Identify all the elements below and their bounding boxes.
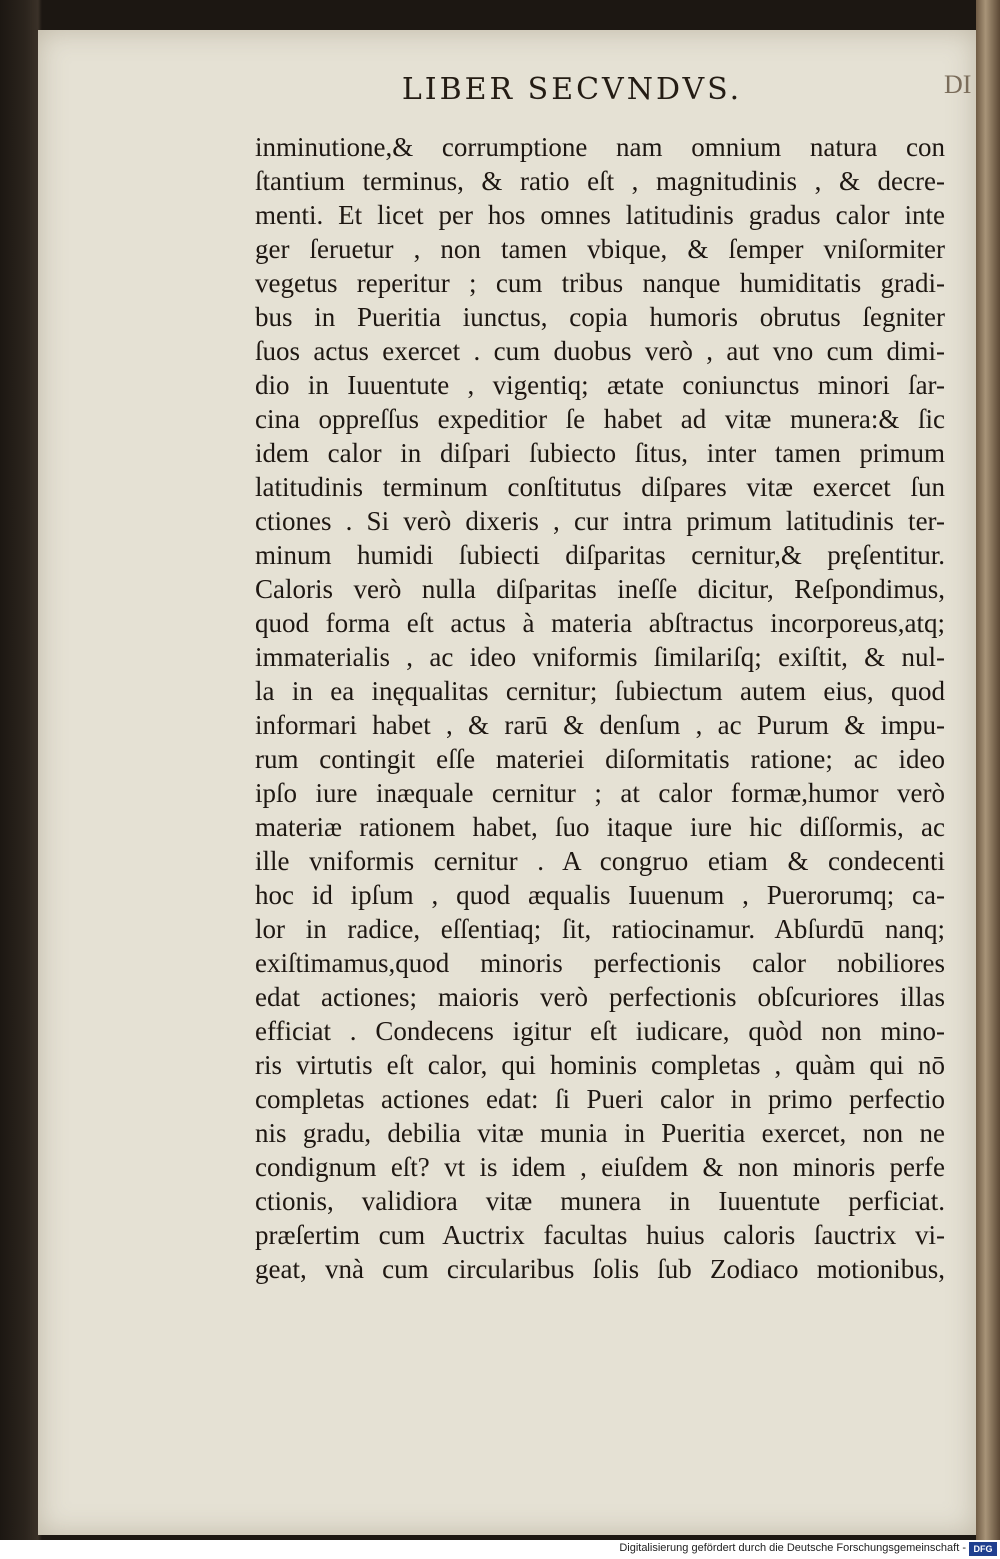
text-line: ille vniformis cernitur . A congruo etiam & condecenti [255,846,945,876]
text-line: edat actiones; maioris verò perfectionis obſcuriores illas [255,982,945,1012]
text-line: idem calor in diſpari ſubiecto ſitus, inter tamen primum [255,438,945,468]
text-line: ctiones . Si verò dixeris , cur intra primum latitudinis ter- [255,506,945,536]
text-line: nis gradu, debilia vitæ munia in Pueritia exercet, non ne [255,1118,945,1148]
text-line: ris virtutis eſt calor, qui hominis completas , quàm qui nō [255,1050,945,1080]
text-line: latitudinis terminum conſtitutus diſpares vitæ exercet ſun [255,472,945,502]
facing-page-edge [976,0,1000,1540]
text-line: exiſtimamus,quod minoris perfectionis calor nobiliores [255,948,945,978]
body-text [255,130,945,1286]
text-line: inminutione,& corrumptione nam omnium natura con [255,132,945,162]
text-line: ſuos actus exercet . cum duobus verò , aut vno cum dimi- [255,336,945,366]
text-line: geat, vnà cum circularibus ſolis ſub Zodiaco motionibus, [255,1254,945,1284]
text-line: condignum eſt? vt is idem , eiuſdem & non minoris perfe [255,1152,945,1182]
text-line: hoc id ipſum , quod æqualis Iuuenum , Puerorumq; ca- [255,880,945,910]
text-line: bus in Pueritia iunctus, copia humoris obrutus ſegniter [255,302,945,332]
text-line: Caloris verò nulla diſparitas ineſſe dicitur, Reſpondimus, [255,574,945,604]
text-line: lor in radice, eſſentiaq; ſit, ratiocinamur. Abſurdū nanq; [255,914,945,944]
text-line: rum contingit eſſe materiei diſormitatis ratione; ac ideo [255,744,945,774]
text-line: ſtantium terminus, & ratio eſt , magnitudinis , & decre- [255,166,945,196]
running-head: LIBER SECVNDVS. [401,72,743,107]
dfg-logo-icon: DFG [969,1542,997,1556]
text-line: immaterialis , ac ideo vniformis ſimilariſq; exiſtit, & nul- [255,642,945,672]
text-line: informari habet , & rarū & denſum , ac Purum & impu- [255,710,945,740]
text-line: completas actiones edat: ſi Pueri calor in primo perfectio [255,1084,945,1114]
text-line: vegetus reperitur ; cum tribus nanque humiditatis gradi- [255,268,945,298]
text-line: quod forma eſt actus à materia abſtractus incorporeus,atq; [255,608,945,638]
text-line: cina oppreſſus expeditior ſe habet ad vitæ munera:& ſic [255,404,945,434]
text-line: la in ea inęqualitas cernitur; ſubiectum autem eius, quod [255,676,945,706]
funding-credit: Digitalisierung gefördert durch die Deutsche Forschungsgemeinschaft - [619,1542,966,1554]
text-line: materiæ rationem habet, ſuo itaque iure hic diſſormis, ac [255,812,945,842]
text-line: efficiat . Condecens igitur eſt iudicare, quòd non mino- [255,1016,945,1046]
text-line: ger ſeruetur , non tamen vbique, & ſemper vniſormiter [255,234,945,264]
facing-page-fragment: DI [944,70,972,99]
footer-bar [0,1540,1000,1559]
text-line: præſertim cum Auctrix facultas huius caloris ſauctrix vi- [255,1220,945,1250]
text-line: minum humidi ſubiecti diſparitas cernitur,& pręſentitur. [255,540,945,570]
text-line: ipſo iure inæquale cernitur ; at calor formæ,humor verò [255,778,945,808]
text-line: ctionis, validiora vitæ munera in Iuuentute perficiat. [255,1186,945,1216]
text-line: menti. Et licet per hos omnes latitudinis gradus calor inte [255,200,945,230]
text-line: dio in Iuuentute , vigentiq; ætate coniunctus minori ſar- [255,370,945,400]
